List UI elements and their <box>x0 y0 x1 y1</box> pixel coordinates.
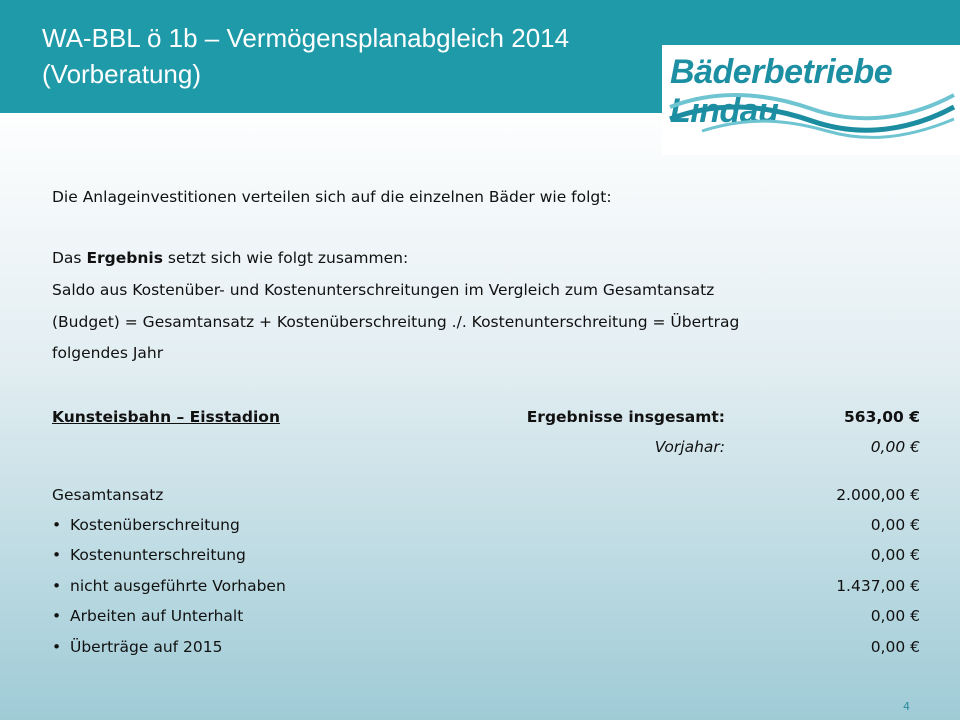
title-line-1: WA-BBL ö 1b – Vermögensplanabgleich 2014 <box>42 23 570 53</box>
bullet-icon: • <box>52 546 62 564</box>
item-row-gesamtansatz <box>52 486 920 508</box>
item-value: 0,00 € <box>870 607 920 625</box>
item-label: Kostenunterschreitung <box>70 546 246 564</box>
section-name: Kunsteisbahn – Eisstadion <box>52 408 280 426</box>
item-row-uebertraege <box>52 638 920 660</box>
previous-year-label: Vorjahar: <box>654 438 725 456</box>
previous-year-value: 0,00 € <box>870 438 920 456</box>
saldo-line-2: (Budget) = Gesamtansatz + Kostenüberschreitung ./. Kostenunterschreitung = Übertrag <box>52 313 740 331</box>
item-value: 1.437,00 € <box>836 577 920 595</box>
wave-icon <box>662 85 960 145</box>
item-value: 0,00 € <box>870 638 920 656</box>
saldo-line-3: folgendes Jahr <box>52 344 164 362</box>
item-label: nicht ausgeführte Vorhaben <box>70 577 286 595</box>
item-row-kostenunterschreitung <box>52 546 920 568</box>
previous-year-row <box>52 438 920 460</box>
page-number: 4 <box>903 700 910 713</box>
result-label: Ergebnisse insgesamt: <box>526 408 725 426</box>
ergebnis-line: Das Ergebnis setzt sich wie folgt zusammen: <box>52 249 409 267</box>
saldo-line-1: Saldo aus Kostenüber- und Kostenunterschreitungen im Vergleich zum Gesamtansatz <box>52 281 715 299</box>
title-line-2: (Vorberatung) <box>42 59 201 89</box>
bullet-icon: • <box>52 638 62 656</box>
item-row-unterhalt <box>52 607 920 629</box>
item-label: Arbeiten auf Unterhalt <box>70 607 244 625</box>
item-label: Gesamtansatz <box>52 486 164 504</box>
result-value: 563,00 € <box>844 408 920 426</box>
ergebnis-bold: Ergebnis <box>86 249 163 267</box>
logo-text: Bäderbetriebe Lindau <box>670 53 893 130</box>
intro-text: Die Anlageinvestitionen verteilen sich auf die einzelnen Bäder wie folgt: <box>52 188 612 206</box>
item-row-kostenueberschreitung <box>52 516 920 538</box>
bullet-icon: • <box>52 607 62 625</box>
bullet-icon: • <box>52 577 62 595</box>
item-value: 0,00 € <box>870 546 920 564</box>
logo <box>662 45 960 155</box>
item-label: Überträge auf 2015 <box>70 638 223 656</box>
item-label: Kostenüberschreitung <box>70 516 240 534</box>
item-value: 0,00 € <box>870 516 920 534</box>
item-row-nicht-ausgefuehrt <box>52 577 920 599</box>
section-header-row <box>52 408 920 430</box>
bullet-icon: • <box>52 516 62 534</box>
item-value: 2.000,00 € <box>836 486 920 504</box>
slide-title <box>42 20 662 92</box>
